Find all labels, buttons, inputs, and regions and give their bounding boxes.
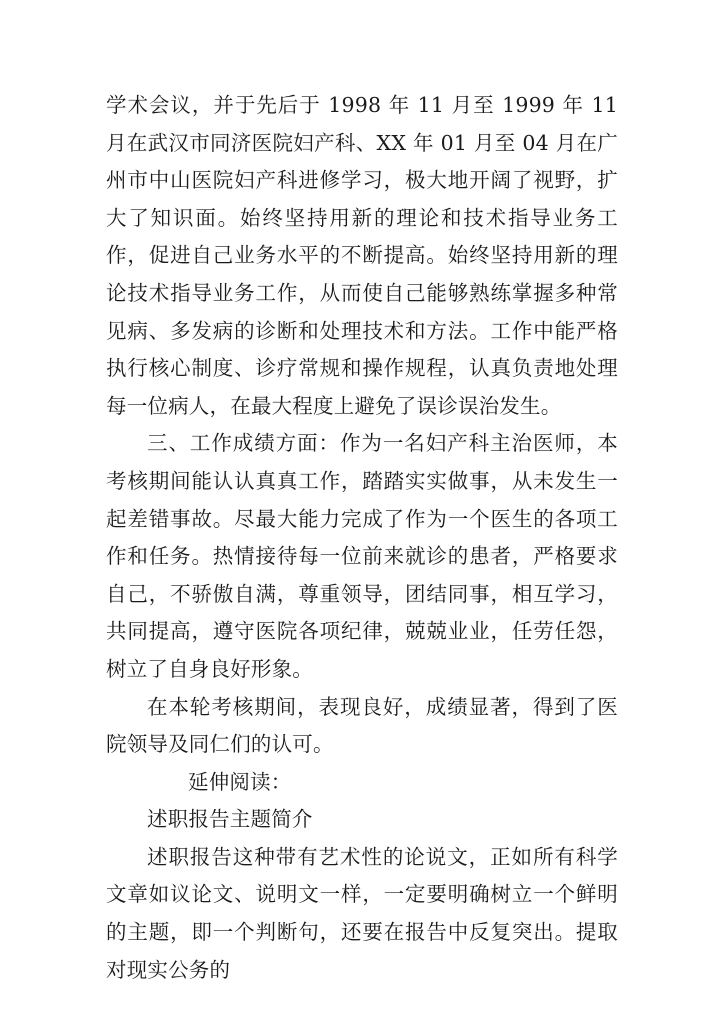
body-paragraph-assessment-summary: 在本轮考核期间，表现良好，成绩显著，得到了医院领导及同仁们的认可。 bbox=[106, 694, 618, 757]
extended-reading-heading: 延伸阅读： bbox=[188, 769, 292, 794]
body-paragraph-work-achievements: 三、工作成绩方面：作为一名妇产科主治医师，本考核期间能认认真真工作，踏踏实实做事，从未发生一起差错事故。尽最大能力完成了作为一个医生的各项工作和任务。热情接待每一位前来就诊的患者，严格要求自己，不骄傲自满，尊重领导，团结同事，相互学习，共同提高，遵守医院各项纪律，兢兢业业，任劳任怨，树立了自身良好形象。 bbox=[106, 431, 618, 681]
report-theme-subheading: 述职报告主题简介 bbox=[147, 807, 313, 832]
document-body bbox=[106, 87, 618, 989]
body-paragraph-continuation: 学术会议，并于先后于 1998 年 11 月至 1999 年 11 月在武汉市同济医院妇产科、XX 年 01 月至 04 月在广州市中山医院妇产科进修学习，极大地开阔了视野，扩大了知识面。始终坚持用新的理论和技术指导业务工作，促进自己业务水平的不断提高。始终坚持用新的理论技术指导业务工作，从而使自己能够熟练掌握多种常见病、多发病的诊断和处理技术和方法。工作中能严格执行核心制度、诊疗常规和操作规程，认真负责地处理每一位病人，在最大程度上避免了误诊误治发生。 bbox=[106, 93, 618, 418]
body-paragraph-report-theme: 述职报告这种带有艺术性的论说文，正如所有科学文章如议论文、说明文一样，一定要明确树立一个鲜明的主题，即一个判断句，还要在报告中反复突出。提取对现实公务的 bbox=[106, 844, 618, 982]
